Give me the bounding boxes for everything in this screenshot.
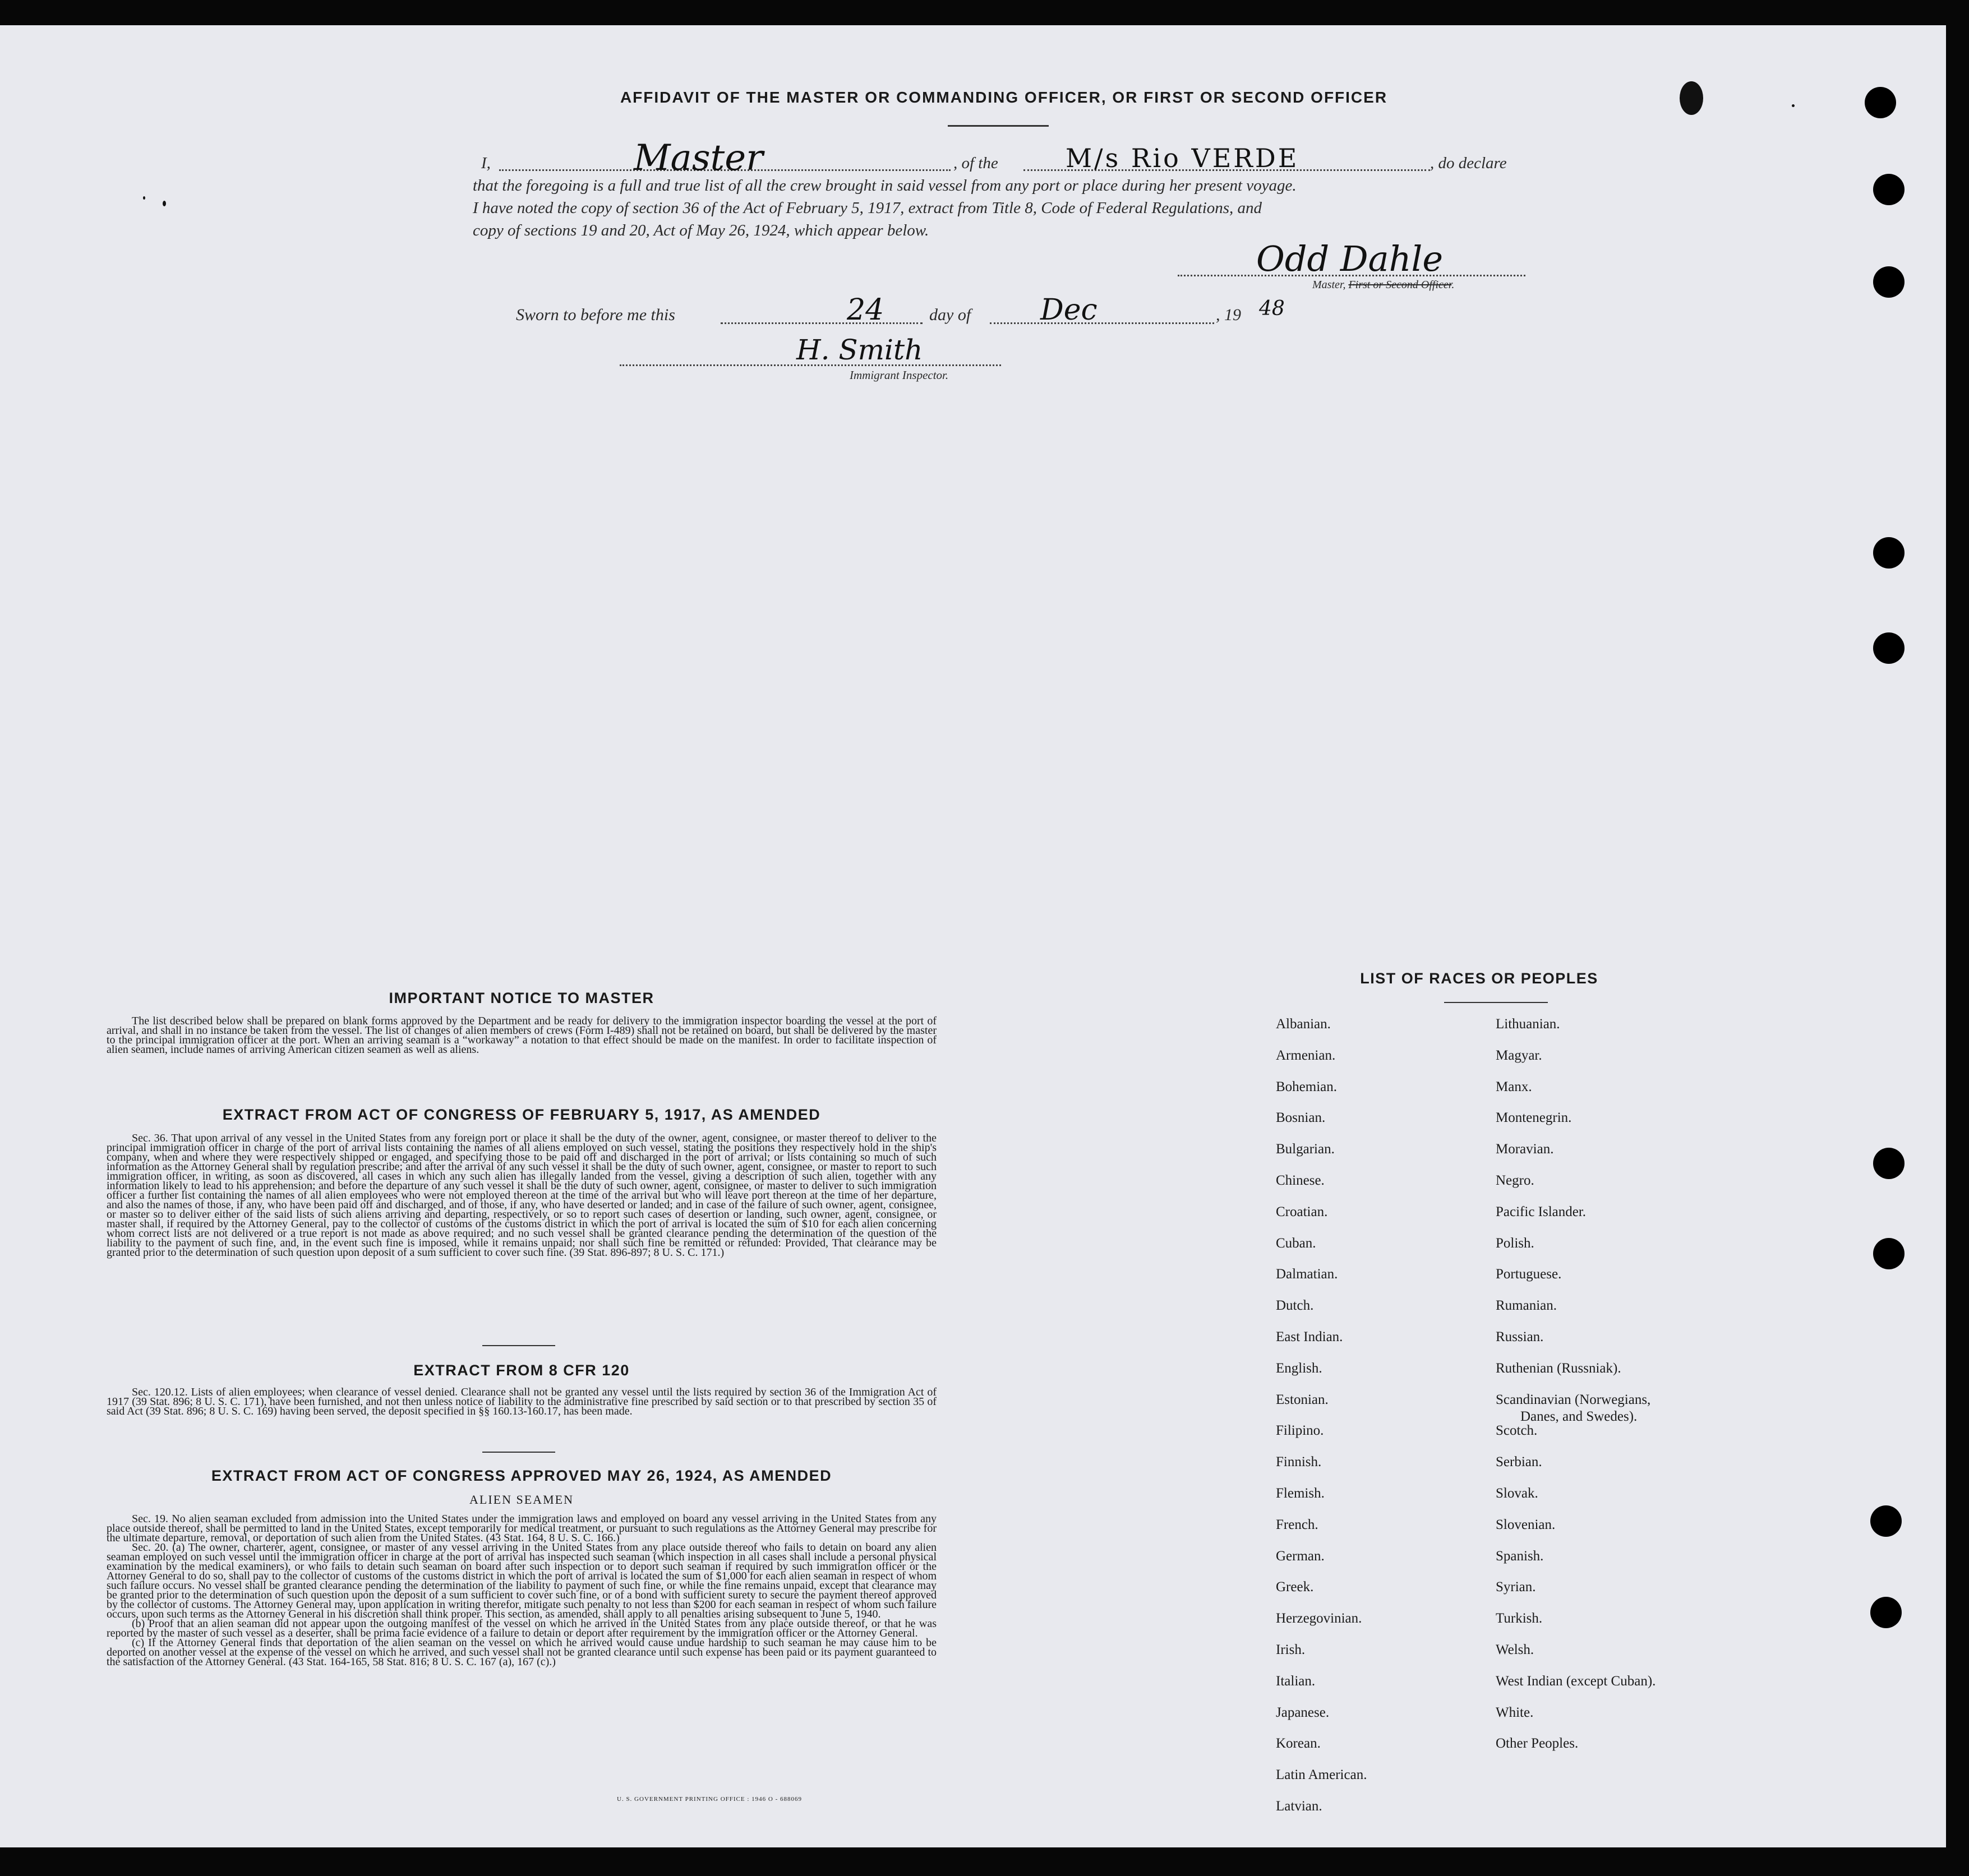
extract-1917-block [107, 1134, 937, 1258]
punch-hole [1870, 1505, 1902, 1537]
punch-hole [1865, 87, 1896, 118]
ink-speck [143, 196, 145, 200]
race-item: Bohemian. [1276, 1079, 1338, 1094]
race-item: Scandinavian (Norwegians, [1496, 1392, 1651, 1407]
race-item: Estonian. [1276, 1392, 1329, 1407]
race-item: Welsh. [1496, 1642, 1534, 1657]
punch-hole [1873, 1148, 1905, 1179]
race-item: Cuban. [1276, 1235, 1316, 1251]
signer-role [1312, 279, 1454, 292]
notice-text: The list described below shall be prepared on blank forms approved by the Department and be ready for delivery to the immigration inspector boarding the vessel at the port of arrival, and shall in no instance be taken from the vessel. The list of changes of alien members of crews (Form I-489) shall not be retained on board, but shall be delivered by the master to the principal immigration officer at the port. When an arriving seaman is a “workaway” a notation to that effect should be made on the manifest. In order to facilitate inspection of alien seamen, include names of arriving American citizen seamen as well as aliens. [107, 1015, 937, 1056]
sec20c-text: (c) If the Attorney General finds that deportation of the alien seaman on the vessel on which he arrived would cause undue hardship to such seaman he may cause him to be deported on another vessel at the expense of the vessel on which he arrived, and such vessel shall not be granted clearance until such expense has been paid or its payment guaranteed to the satisfaction of the Attorney General. (43 Stat. 164-165, 58 Stat. 816; 8 U. S. C. 167 (a), 167 (c).) [107, 1637, 937, 1668]
affidavit-line-3: I have noted the copy of section 36 of the Act of February 5, 1917, extract from Title 8, Code of Federal Regulations, and [473, 199, 1262, 217]
title-rule [948, 125, 1049, 127]
race-item: Lithuanian. [1496, 1016, 1560, 1032]
race-item: Dalmatian. [1276, 1267, 1338, 1282]
race-item: Latin American. [1276, 1767, 1367, 1783]
sec20a-text: Sec. 20. (a) The owner, charterer, agent, consignee, or master of any vessel arriving in the United States from any place outside thereof who fails to detain on board any alien seaman employed on such vessel until the immigration officer in charge at the port of arrival has inspected such seaman (which inspection in all cases shall include a personal physical examination by the medical examiners), or who fails to detain such seaman on board after such inspection or to deport such seaman if required by such immigration officer or the Attorney General to do so, shall pay to the collector of customs of the customs district in which the port of arrival is located the sum of $1,000 for each alien seaman in respect of whom such failure occurs. No vessel shall be granted clearance pending the determination of the liability to payment of such fine, or while the fine remains unpaid, except that clearance may be granted prior to the determination of such question upon the deposit of a sum sufficient to cover such fine, or of a bond with sufficient surety to secure the payment thereof approved by the collector of customs. The Attorney General may, upon application in writing therefor, mitigate such penalty to not less than $200 for each seaman in respect of whom such failure occurs, upon such terms as the Attorney General in his discretion shall think proper. This section, as amended, shall apply to all penalties arising subsequent to June 5, 1940. [107, 1541, 937, 1620]
inspector-label: Immigrant Inspector. [850, 368, 949, 382]
race-item: Spanish. [1496, 1548, 1544, 1564]
race-item: Croatian. [1276, 1204, 1328, 1219]
race-item: White. [1496, 1704, 1534, 1720]
race-item: West Indian (except Cuban). [1496, 1673, 1656, 1689]
race-item: German. [1276, 1548, 1325, 1564]
race-item: Bosnian. [1276, 1110, 1326, 1126]
race-item: French. [1276, 1517, 1318, 1532]
race-item: Italian. [1276, 1673, 1316, 1689]
affidavit-title: AFFIDAVIT OF THE MASTER OR COMMANDING OFFICER, OR FIRST OR SECOND OFFICER [620, 89, 1388, 106]
day-of-label: day of [929, 306, 971, 324]
extract-1917-text: Sec. 36. That upon arrival of any vessel in the United States from any foreign port or place it shall be the duty of the owner, agent, consignee, or master thereof to deliver to the principal immigration officer in charge of the port of arrival lists containing the names of all aliens employed on such vessel, stating the positions they respectively hold in the ship's company, when and where they were respectively shipped or engaged, and specifying those to be paid off and discharged in the port of arrival; or lists containing so much of such information as the Attorney General shall by regulation prescribe; and after the arrival of any such vessel it shall be the duty of such owner, agent, consignee, or master to report to such immigration officer, in writing, as soon as discovered, all cases in which any such alien has illegally landed from the vessel, giving a description of such alien, together with any information likely to lead to his apprehension; and before the departure of any such vessel it shall be the duty of such owner, agent, consignee, or master to deliver to such immigration officer a further list containing the names of all alien employees who were not employed thereon at the time of the arrival but who will leave port thereon at the time of her departure, and also the names of those, if any, who have been paid off and discharged, and of those, if any, who have deserted or landed; and in case of the failure of such owner, agent, consignee, or master so to deliver either of the said lists of such aliens arriving and departing, respectively, or so to report such cases of desertion or landing, such owner, agent, consignee, or master shall, if required by the Attorney General, pay to the collector of customs of the customs district in which the port of arrival is located the sum of $10 for each alien concerning whom correct lists are not delivered or a true report is not made as above required; and no such vessel shall be granted clearance pending the determination of the question of the liability to the payment of such fine, and, in the event such fine is imposed, while it remains unpaid; nor shall such fine be remitted or refunded: Provided, That clearance may be granted prior to the determination of such question upon deposit of a sum sufficient to cover such fine. (39 Stat. 896-897; 8 U. S. C. 171.) [107, 1132, 937, 1259]
race-item: Greek. [1276, 1579, 1314, 1595]
race-item: Manx. [1496, 1079, 1532, 1094]
do-declare-label: , do declare [1430, 154, 1507, 172]
year-prefix: , 19 [1216, 306, 1241, 324]
pronoun-label: I, [481, 154, 491, 172]
month-blank [990, 322, 1214, 324]
race-item: Albanian. [1276, 1016, 1331, 1032]
race-item: Scotch. [1496, 1423, 1538, 1439]
races-title: LIST OF RACES OR PEOPLES [1360, 970, 1598, 987]
affidavit-line-4: copy of sections 19 and 20, Act of May 26, 1924, which appear below. [473, 221, 929, 239]
extract-cfr-title: EXTRACT FROM 8 CFR 120 [413, 1362, 630, 1379]
extract-cfr-block [107, 1388, 937, 1416]
printer-imprint: U. S. GOVERNMENT PRINTING OFFICE : 1946 O - 688069 [617, 1796, 803, 1803]
race-item: Portuguese. [1496, 1267, 1562, 1282]
punch-hole [1873, 1238, 1905, 1269]
race-item: Montenegrin. [1496, 1110, 1572, 1126]
day-blank [721, 322, 923, 324]
race-item: Serbian. [1496, 1454, 1542, 1470]
race-item: Pacific Islander. [1496, 1204, 1587, 1219]
race-item: Polish. [1496, 1235, 1534, 1251]
race-item: Flemish. [1276, 1486, 1325, 1501]
race-item: Other Peoples. [1496, 1736, 1579, 1752]
month-handwritten: Dec [1040, 293, 1098, 327]
notice-block [107, 1016, 937, 1055]
race-item: Japanese. [1276, 1704, 1330, 1720]
ink-speck [163, 201, 166, 206]
race-item: Negro. [1496, 1173, 1534, 1188]
race-item: Chinese. [1276, 1173, 1325, 1188]
day-handwritten: 24 [847, 293, 884, 327]
race-item: Armenian. [1276, 1047, 1336, 1063]
divider-rule-2 [482, 1452, 555, 1453]
race-item: Latvian. [1276, 1799, 1322, 1814]
vessel-handwritten: M/s Rio VERDE [1066, 143, 1299, 173]
document-page [0, 25, 1946, 1847]
races-title-rule [1444, 1002, 1548, 1003]
of-the-label: , of the [953, 154, 998, 172]
extract-cfr-text: Sec. 120.12. Lists of alien employees; when clearance of vessel denied. Clearance shall not be granted any vessel until the lists required by section 36 of the Immigration Act of 1917 (39 Stat. 896; 8 U. S. C. 171), have been furnished, and not then unless notice of liability to the administrative fine prescribed by said section or to that prescribed by section 35 of said Act (39 Stat. 896; 8 U. S. C. 169) having been served, the deposit specified in §§ 160.13-160.17, has been made. [107, 1386, 937, 1417]
sec20b-text: (b) Proof that an alien seaman did not appear upon the outgoing manifest of the vessel on which he arrived in the United States from any place outside thereof, or that he was reported by the master of such vessel as a deserter, shall be prima facie evidence of a failure to detain or deport after requirement by the immigration officer or the Attorney General. [107, 1618, 937, 1639]
race-item: Herzegovinian. [1276, 1611, 1362, 1627]
races-right-column [1496, 1016, 1765, 1841]
master-signature: Odd Dahle [1256, 238, 1444, 279]
extract-1917-title: EXTRACT FROM ACT OF CONGRESS OF FEBRUARY 5, 1917, AS AMENDED [222, 1106, 821, 1123]
punch-hole [1873, 174, 1905, 205]
signer-role-master: Master, [1312, 279, 1346, 291]
race-item: Finnish. [1276, 1454, 1322, 1470]
race-item: Irish. [1276, 1642, 1306, 1657]
race-item: Slovenian. [1496, 1517, 1556, 1532]
race-item: Dutch. [1276, 1298, 1314, 1314]
extract-1924-title: EXTRACT FROM ACT OF CONGRESS APPROVED MAY 26, 1924, AS AMENDED [211, 1467, 832, 1484]
master-handwritten: Master [634, 137, 763, 179]
affidavit-line-2: that the foregoing is a full and true list of all the crew brought in said vessel from any port or place during her present voyage. [473, 177, 1297, 195]
race-item: East Indian. [1276, 1329, 1343, 1344]
ink-speck [1792, 104, 1795, 107]
divider-rule-1 [482, 1345, 555, 1346]
race-item: Korean. [1276, 1736, 1321, 1752]
sworn-label: Sworn to before me this [516, 306, 675, 324]
race-item: Turkish. [1496, 1611, 1543, 1627]
race-item: Filipino. [1276, 1423, 1324, 1439]
race-item: Ruthenian (Russniak). [1496, 1360, 1621, 1376]
race-item: Rumanian. [1496, 1298, 1557, 1314]
sec19-text: Sec. 19. No alien seaman excluded from admission into the United States under the immigration laws and employed on board any vessel arriving in the United States from any place outside thereof, shall be permitted to land in the United States, except temporarily for medical treatment, or pursuant to such regulations as the Attorney General may prescribe for the ultimate departure, removal, or deportation of such alien from the United States. (43 Stat. 164, 8 U. S. C. 166.) [107, 1513, 937, 1544]
notice-title: IMPORTANT NOTICE TO MASTER [389, 990, 654, 1006]
race-item: Magyar. [1496, 1047, 1542, 1063]
inspector-signature: H. Smith [796, 334, 923, 366]
signer-role-struck: First or Second Officer [1348, 279, 1452, 291]
race-item: Danes, and Swedes). [1520, 1408, 1638, 1424]
race-item: English. [1276, 1360, 1322, 1376]
extract-1924-subtitle: ALIEN SEAMEN [469, 1493, 574, 1507]
extract-1924-block [107, 1514, 937, 1667]
race-item: Bulgarian. [1276, 1142, 1335, 1157]
race-item: Syrian. [1496, 1579, 1536, 1595]
race-item: Russian. [1496, 1329, 1544, 1344]
punch-hole [1873, 632, 1905, 664]
signer-role-end: . [1451, 279, 1455, 291]
punch-hole [1870, 1597, 1902, 1628]
race-item: Slovak. [1496, 1486, 1538, 1501]
punch-hole [1873, 537, 1905, 569]
race-item: Moravian. [1496, 1142, 1554, 1157]
punch-hole [1873, 266, 1905, 298]
races-left-column [1276, 1016, 1500, 1841]
year-handwritten: 48 [1259, 297, 1285, 320]
ink-blot [1680, 81, 1703, 115]
